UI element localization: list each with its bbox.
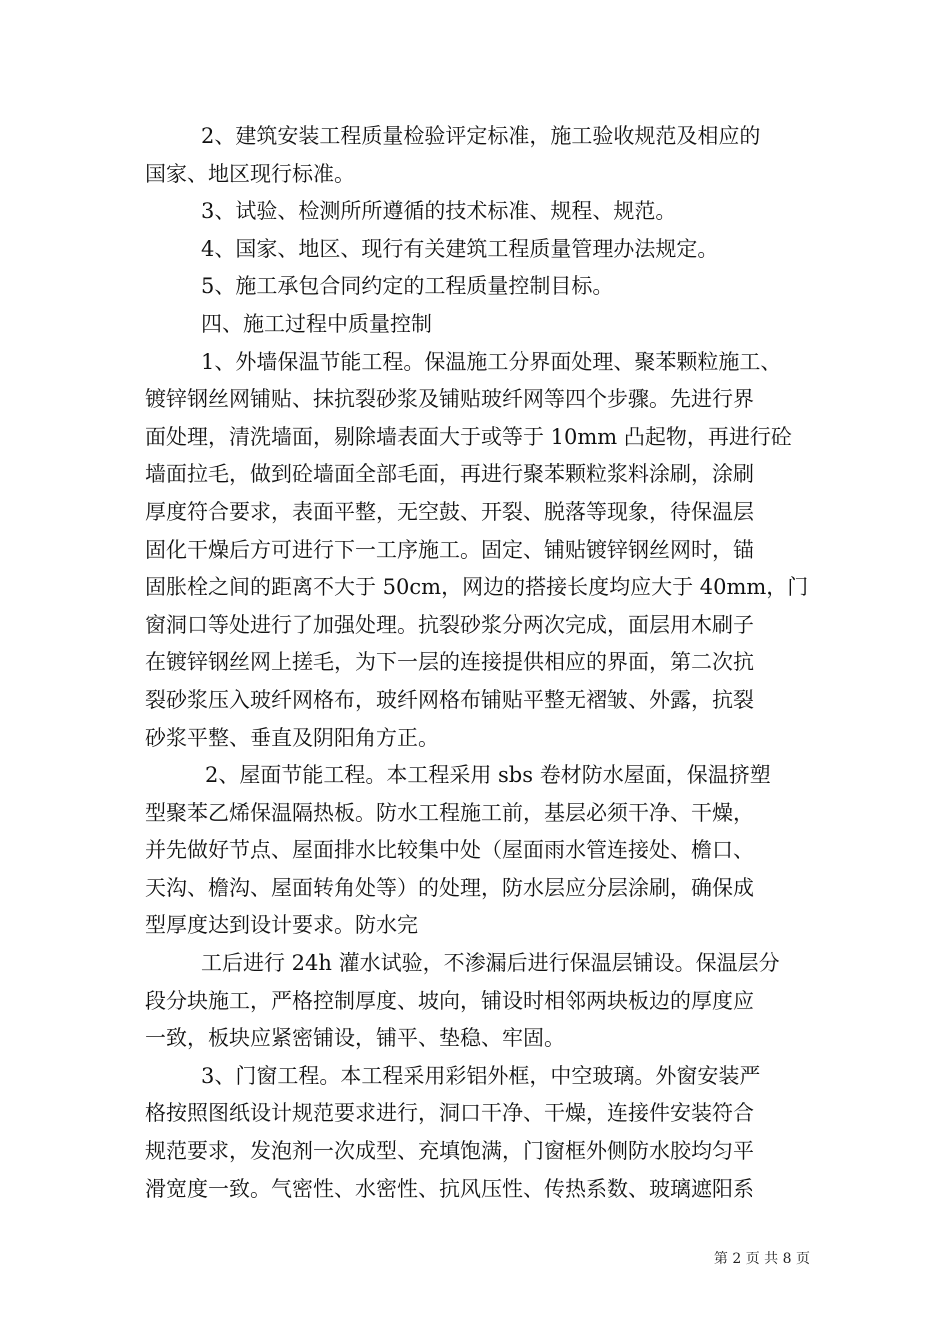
text-line: 裂砂浆压入玻纤网格布，玻纤网格布铺贴平整无褶皱、外露，抗裂	[145, 687, 754, 712]
text-line: 格按照图纸设计规范要求进行，洞口干净、干燥，连接件安装符合	[145, 1101, 754, 1126]
text-line: 镀锌钢丝网铺贴、抹抗裂砂浆及铺贴玻纤网等四个步骤。先进行界	[145, 387, 754, 412]
text-line: 在镀锌钢丝网上搓毛，为下一层的连接提供相应的界面，第二次抗	[145, 650, 754, 675]
text-line: 2、屋面节能工程。本工程采用 sbs 卷材防水屋面，保温挤塑	[205, 763, 771, 788]
text-line: 5、施工承包合同约定的工程质量控制目标。	[201, 274, 614, 299]
text-line: 固胀栓之间的距离不大于 50cm，网边的搭接长度均应大于 40mm，门	[145, 575, 809, 600]
text-line: 窗洞口等处进行了加强处理。抗裂砂浆分两次完成，面层用木刷子	[145, 612, 754, 637]
text-line: 工后进行 24h 灌水试验，不渗漏后进行保温层铺设。保温层分	[201, 951, 780, 976]
section-heading: 四、施工过程中质量控制	[201, 311, 432, 336]
text-line: 滑宽度一致。气密性、水密性、抗风压性、传热系数、玻璃遮阳系	[145, 1176, 754, 1201]
text-line: 3、试验、检测所所遵循的技术标准、规程、规范。	[201, 199, 677, 224]
document-body	[145, 118, 810, 1208]
text-line: 3、门窗工程。本工程采用彩铝外框，中空玻璃。外窗安装严	[201, 1063, 761, 1088]
text-line: 天沟、檐沟、屋面转角处等）的处理，防水层应分层涂刷，确保成	[145, 875, 754, 900]
page-number-footer: 第 2 页 共 8 页	[713, 1251, 810, 1267]
text-line: 国家、地区现行标准。	[145, 161, 355, 186]
text-line: 厚度符合要求，表面平整，无空鼓、开裂、脱落等现象，待保温层	[145, 499, 754, 524]
text-line: 面处理，清洗墙面，剔除墙表面大于或等于 10mm 凸起物，再进行砼	[145, 424, 792, 449]
text-line: 1、外墙保温节能工程。保温施工分界面处理、聚苯颗粒施工、	[201, 349, 782, 374]
text-line: 段分块施工，严格控制厚度、坡向，铺设时相邻两块板边的厚度应	[145, 988, 754, 1013]
text-line: 规范要求，发泡剂一次成型、充填饱满，门窗框外侧防水胶均匀平	[145, 1139, 754, 1164]
text-line: 并先做好节点、屋面排水比较集中处（屋面雨水管连接处、檐口、	[145, 838, 754, 863]
text-line: 固化干燥后方可进行下一工序施工。固定、铺贴镀锌钢丝网时，锚	[145, 537, 754, 562]
text-line: 4、国家、地区、现行有关建筑工程质量管理办法规定。	[201, 236, 719, 261]
text-line: 型聚苯乙烯保温隔热板。防水工程施工前，基层必须干净、干燥，	[145, 800, 754, 825]
text-line: 一致，板块应紧密铺设，铺平、垫稳、牢固。	[145, 1026, 565, 1051]
text-line: 2、建筑安装工程质量检验评定标准，施工验收规范及相应的	[201, 124, 761, 148]
text-line: 墙面拉毛，做到砼墙面全部毛面，再进行聚苯颗粒浆料涂刷，涂刷	[145, 462, 754, 487]
text-line: 型厚度达到设计要求。防水完	[145, 913, 418, 938]
text-line: 砂浆平整、垂直及阴阳角方正。	[145, 725, 439, 750]
